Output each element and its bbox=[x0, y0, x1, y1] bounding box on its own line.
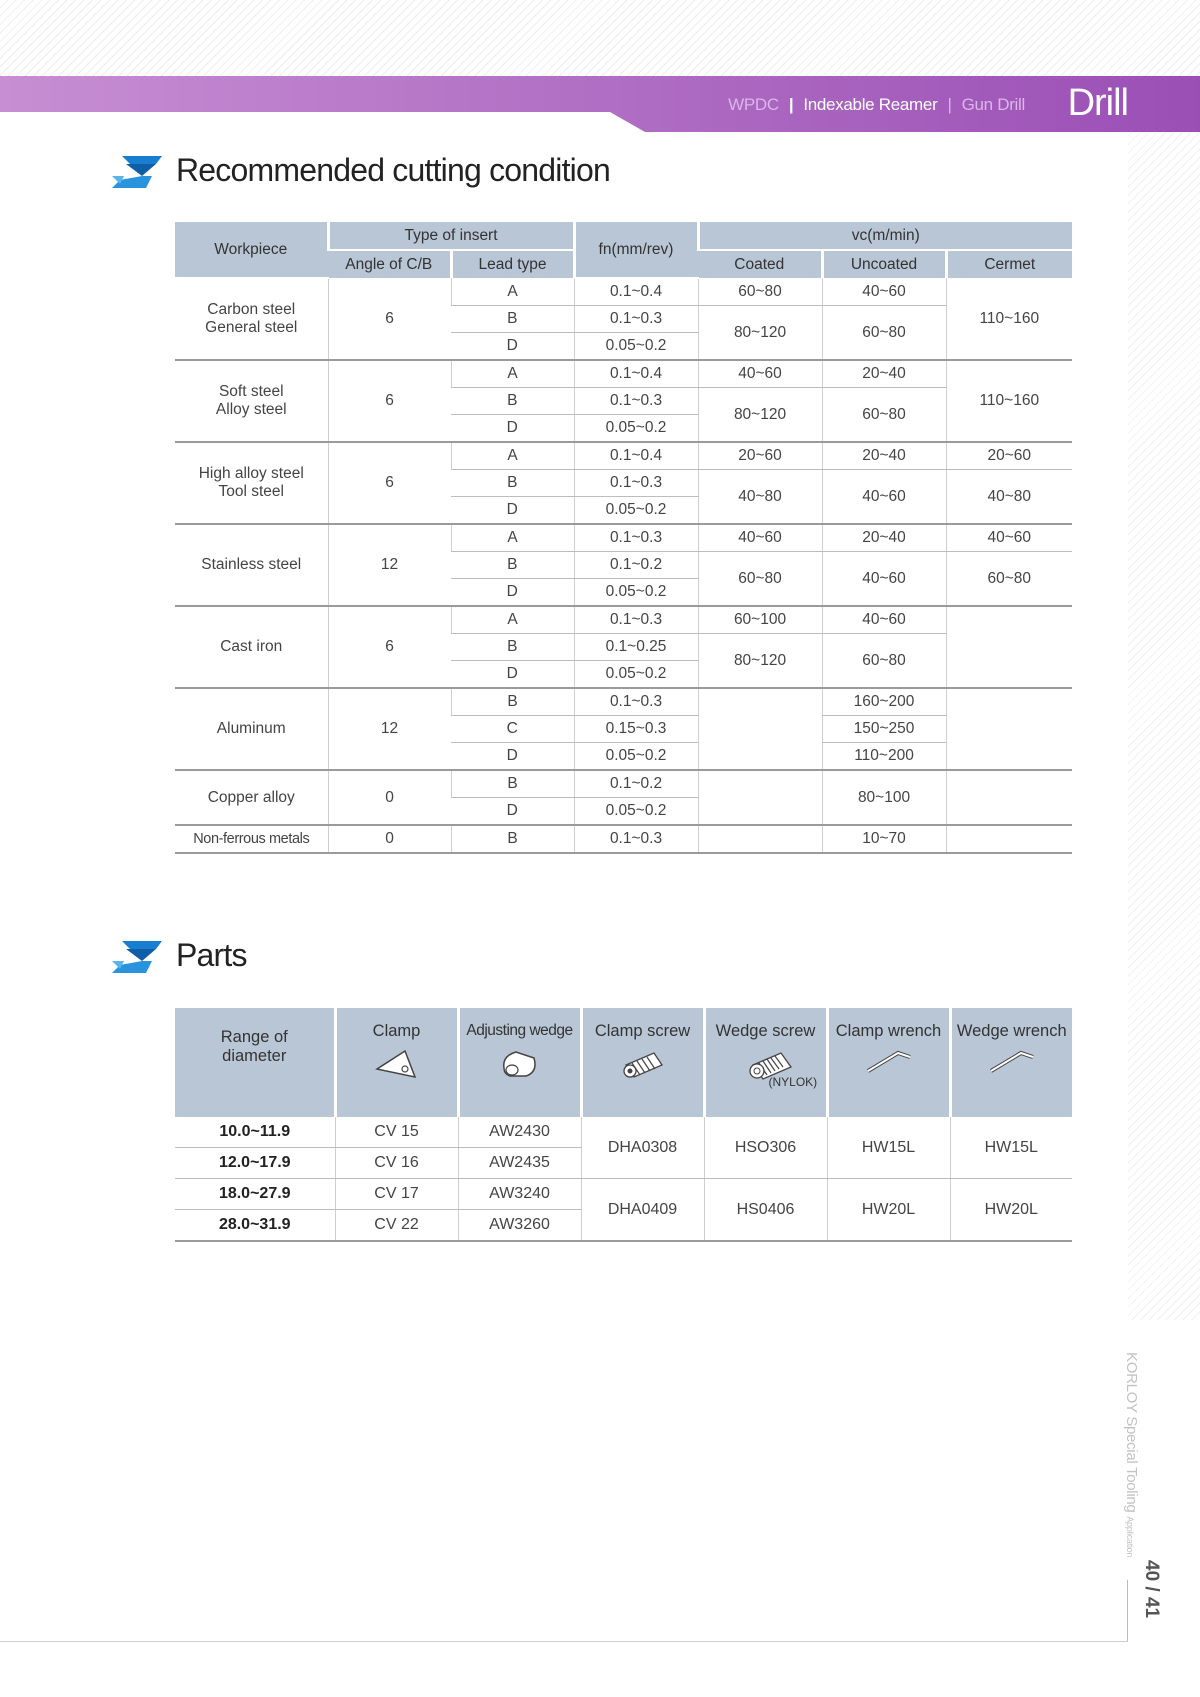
table-row bbox=[175, 688, 1072, 716]
coated-cell: 60~80 bbox=[698, 278, 822, 306]
lead-cell: D bbox=[451, 579, 574, 607]
th-cermet: Cermet bbox=[946, 250, 1072, 278]
coated-cell-empty bbox=[698, 688, 822, 770]
table-row bbox=[175, 770, 1072, 798]
wedge-cell: AW2430 bbox=[458, 1117, 581, 1148]
fn-cell: 0.05~0.2 bbox=[574, 579, 698, 607]
lead-cell: D bbox=[451, 415, 574, 443]
fn-cell: 0.05~0.2 bbox=[574, 333, 698, 361]
th-workpiece: Workpiece bbox=[175, 222, 328, 278]
wedge-screw-cell: HSO306 bbox=[704, 1117, 827, 1179]
wedge-cell: AW3240 bbox=[458, 1179, 581, 1210]
coated-cell: 80~120 bbox=[698, 634, 822, 689]
th-wedge-wrench: Wedge wrench bbox=[950, 1008, 1072, 1117]
lead-cell: D bbox=[451, 798, 574, 826]
cermet-cell-empty bbox=[946, 606, 1072, 688]
th-adjusting-wedge: Adjusting wedge bbox=[458, 1008, 581, 1117]
workpiece-cell: Copper alloy bbox=[175, 770, 328, 825]
uncoated-cell: 40~60 bbox=[822, 552, 946, 607]
clamp-cell: CV 15 bbox=[335, 1117, 458, 1148]
fn-cell: 0.1~0.2 bbox=[574, 770, 698, 798]
clamp-wrench-icon bbox=[864, 1047, 914, 1077]
th-wedge-screw: Wedge screw (NYLOK) bbox=[704, 1008, 827, 1117]
fn-cell: 0.1~0.4 bbox=[574, 442, 698, 470]
range-cell: 12.0~17.9 bbox=[175, 1148, 335, 1179]
table-row bbox=[175, 825, 1072, 853]
uncoated-cell: 60~80 bbox=[822, 388, 946, 443]
lead-cell: C bbox=[451, 716, 574, 743]
condition-section-title bbox=[112, 150, 610, 190]
table-row bbox=[175, 1179, 1072, 1210]
lead-cell: B bbox=[451, 552, 574, 579]
nav-separator: | bbox=[788, 95, 794, 114]
wedge-cell: AW3260 bbox=[458, 1210, 581, 1242]
coated-cell: 20~60 bbox=[698, 442, 822, 470]
lead-cell: B bbox=[451, 770, 574, 798]
cermet-cell: 20~60 bbox=[946, 442, 1072, 470]
coated-cell-empty bbox=[698, 825, 822, 853]
page-title: Recommended cutting condition bbox=[176, 151, 610, 188]
lead-cell: B bbox=[451, 306, 574, 333]
lead-cell: A bbox=[451, 278, 574, 306]
cermet-cell: 110~160 bbox=[946, 360, 1072, 442]
korloy-logo-icon bbox=[112, 150, 166, 190]
table-row bbox=[175, 524, 1072, 552]
fn-cell: 0.1~0.3 bbox=[574, 306, 698, 333]
uncoated-cell: 10~70 bbox=[822, 825, 946, 853]
wedge-wrench-cell: HW20L bbox=[950, 1179, 1072, 1242]
uncoated-cell: 40~60 bbox=[822, 470, 946, 525]
fn-cell: 0.05~0.2 bbox=[574, 798, 698, 826]
table-row bbox=[175, 360, 1072, 388]
th-vc: vc(m/min) bbox=[698, 222, 1072, 250]
cermet-cell: 40~60 bbox=[946, 524, 1072, 552]
cermet-cell-empty bbox=[946, 825, 1072, 853]
nav-gun-drill[interactable]: Gun Drill bbox=[961, 95, 1025, 114]
divider bbox=[1127, 1580, 1128, 1642]
table-row bbox=[175, 442, 1072, 470]
angle-cell: 12 bbox=[328, 688, 451, 770]
category-title: Drill bbox=[1067, 82, 1128, 124]
th-clamp-screw: Clamp screw bbox=[581, 1008, 704, 1117]
angle-cell: 6 bbox=[328, 360, 451, 442]
wedge-wrench-icon bbox=[987, 1047, 1037, 1077]
fn-cell: 0.1~0.3 bbox=[574, 524, 698, 552]
footer-divider bbox=[0, 1641, 1128, 1642]
lead-cell: A bbox=[451, 606, 574, 634]
th-clamp: Clamp bbox=[335, 1008, 458, 1117]
nav-wpdc[interactable]: WPDC bbox=[728, 95, 779, 114]
cermet-cell: 110~160 bbox=[946, 278, 1072, 360]
angle-cell: 6 bbox=[328, 606, 451, 688]
uncoated-cell: 20~40 bbox=[822, 442, 946, 470]
lead-cell: A bbox=[451, 442, 574, 470]
workpiece-cell: Carbon steel General steel bbox=[175, 278, 328, 360]
coated-cell: 40~60 bbox=[698, 524, 822, 552]
lead-cell: B bbox=[451, 634, 574, 661]
coated-cell: 40~80 bbox=[698, 470, 822, 525]
parts-title: Parts bbox=[176, 936, 247, 973]
uncoated-cell: 40~60 bbox=[822, 606, 946, 634]
lead-cell: D bbox=[451, 743, 574, 771]
lead-cell: D bbox=[451, 497, 574, 525]
uncoated-cell: 60~80 bbox=[822, 634, 946, 689]
side-stripe-pattern bbox=[1128, 120, 1200, 1320]
angle-cell: 12 bbox=[328, 524, 451, 606]
cutting-condition-table bbox=[175, 222, 1072, 854]
uncoated-cell: 160~200 bbox=[822, 688, 946, 716]
clamp-cell: CV 22 bbox=[335, 1210, 458, 1242]
uncoated-cell: 150~250 bbox=[822, 716, 946, 743]
coated-cell: 80~120 bbox=[698, 388, 822, 443]
fn-cell: 0.1~0.3 bbox=[574, 825, 698, 853]
adjusting-wedge-icon bbox=[498, 1046, 542, 1080]
angle-cell: 0 bbox=[328, 770, 451, 825]
th-angle: Angle of C/B bbox=[328, 250, 451, 278]
fn-cell: 0.05~0.2 bbox=[574, 661, 698, 689]
lead-cell: D bbox=[451, 661, 574, 689]
nav-separator: | bbox=[947, 95, 952, 114]
clamp-screw-cell: DHA0409 bbox=[581, 1179, 704, 1242]
uncoated-cell: 20~40 bbox=[822, 524, 946, 552]
korloy-logo-icon bbox=[112, 935, 166, 975]
wedge-cell: AW2435 bbox=[458, 1148, 581, 1179]
clamp-screw-icon bbox=[618, 1047, 668, 1081]
clamp-wrench-cell: HW20L bbox=[827, 1179, 950, 1242]
workpiece-cell: Soft steel Alloy steel bbox=[175, 360, 328, 442]
lead-cell: A bbox=[451, 360, 574, 388]
fn-cell: 0.15~0.3 bbox=[574, 716, 698, 743]
lead-cell: A bbox=[451, 524, 574, 552]
workpiece-cell: High alloy steel Tool steel bbox=[175, 442, 328, 524]
lead-cell: D bbox=[451, 333, 574, 361]
wedge-screw-cell: HS0406 bbox=[704, 1179, 827, 1242]
th-uncoated: Uncoated bbox=[822, 250, 946, 278]
side-brand-text: KORLOY Special Tooling Application bbox=[1123, 1352, 1140, 1558]
clamp-cell: CV 16 bbox=[335, 1148, 458, 1179]
coated-cell: 60~100 bbox=[698, 606, 822, 634]
th-fn: fn(mm/rev) bbox=[574, 222, 698, 278]
uncoated-cell: 60~80 bbox=[822, 306, 946, 361]
th-type-of-insert: Type of insert bbox=[328, 222, 574, 250]
fn-cell: 0.1~0.3 bbox=[574, 606, 698, 634]
lead-cell: B bbox=[451, 688, 574, 716]
top-stripe-pattern bbox=[0, 0, 1200, 76]
clamp-cell: CV 17 bbox=[335, 1179, 458, 1210]
fn-cell: 0.1~0.25 bbox=[574, 634, 698, 661]
coated-cell: 80~120 bbox=[698, 306, 822, 361]
table-row bbox=[175, 606, 1072, 634]
workpiece-cell: Stainless steel bbox=[175, 524, 328, 606]
parts-table bbox=[175, 1008, 1072, 1242]
wedge-wrench-cell: HW15L bbox=[950, 1117, 1072, 1179]
fn-cell: 0.1~0.3 bbox=[574, 388, 698, 415]
fn-cell: 0.05~0.2 bbox=[574, 743, 698, 771]
lead-cell: B bbox=[451, 388, 574, 415]
th-lead-type: Lead type bbox=[451, 250, 574, 278]
coated-cell-empty bbox=[698, 770, 822, 825]
angle-cell: 6 bbox=[328, 442, 451, 524]
range-cell: 18.0~27.9 bbox=[175, 1179, 335, 1210]
table-row bbox=[175, 1117, 1072, 1148]
cermet-cell: 40~80 bbox=[946, 470, 1072, 525]
clamp-wrench-cell: HW15L bbox=[827, 1117, 950, 1179]
parts-section-title bbox=[112, 935, 247, 975]
th-range: Range of diameter bbox=[175, 1008, 335, 1117]
fn-cell: 0.1~0.3 bbox=[574, 688, 698, 716]
uncoated-cell: 110~200 bbox=[822, 743, 946, 771]
range-cell: 28.0~31.9 bbox=[175, 1210, 335, 1242]
uncoated-cell: 20~40 bbox=[822, 360, 946, 388]
clamp-icon bbox=[375, 1047, 419, 1081]
nylok-label: (NYLOK) bbox=[768, 1075, 818, 1089]
uncoated-cell: 80~100 bbox=[822, 770, 946, 825]
fn-cell: 0.1~0.2 bbox=[574, 552, 698, 579]
fn-cell: 0.05~0.2 bbox=[574, 497, 698, 525]
th-clamp-wrench: Clamp wrench bbox=[827, 1008, 950, 1117]
coated-cell: 40~60 bbox=[698, 360, 822, 388]
cermet-cell-empty bbox=[946, 688, 1072, 770]
th-coated: Coated bbox=[698, 250, 822, 278]
table-row bbox=[175, 278, 1072, 306]
nav-indexable-reamer[interactable]: Indexable Reamer bbox=[803, 95, 938, 114]
clamp-screw-cell: DHA0308 bbox=[581, 1117, 704, 1179]
lead-cell: B bbox=[451, 470, 574, 497]
uncoated-cell: 40~60 bbox=[822, 278, 946, 306]
fn-cell: 0.1~0.4 bbox=[574, 360, 698, 388]
fn-cell: 0.1~0.4 bbox=[574, 278, 698, 306]
angle-cell: 0 bbox=[328, 825, 451, 853]
workpiece-cell: Cast iron bbox=[175, 606, 328, 688]
lead-cell: B bbox=[451, 825, 574, 853]
angle-cell: 6 bbox=[328, 278, 451, 360]
cermet-cell-empty bbox=[946, 770, 1072, 825]
cermet-cell: 60~80 bbox=[946, 552, 1072, 607]
page-number: 40 / 41 bbox=[1141, 1560, 1162, 1619]
header-nav bbox=[728, 95, 1025, 115]
fn-cell: 0.1~0.3 bbox=[574, 470, 698, 497]
coated-cell: 60~80 bbox=[698, 552, 822, 607]
workpiece-cell: Aluminum bbox=[175, 688, 328, 770]
fn-cell: 0.05~0.2 bbox=[574, 415, 698, 443]
range-cell: 10.0~11.9 bbox=[175, 1117, 335, 1148]
workpiece-cell: Non-ferrous metals bbox=[175, 825, 328, 853]
